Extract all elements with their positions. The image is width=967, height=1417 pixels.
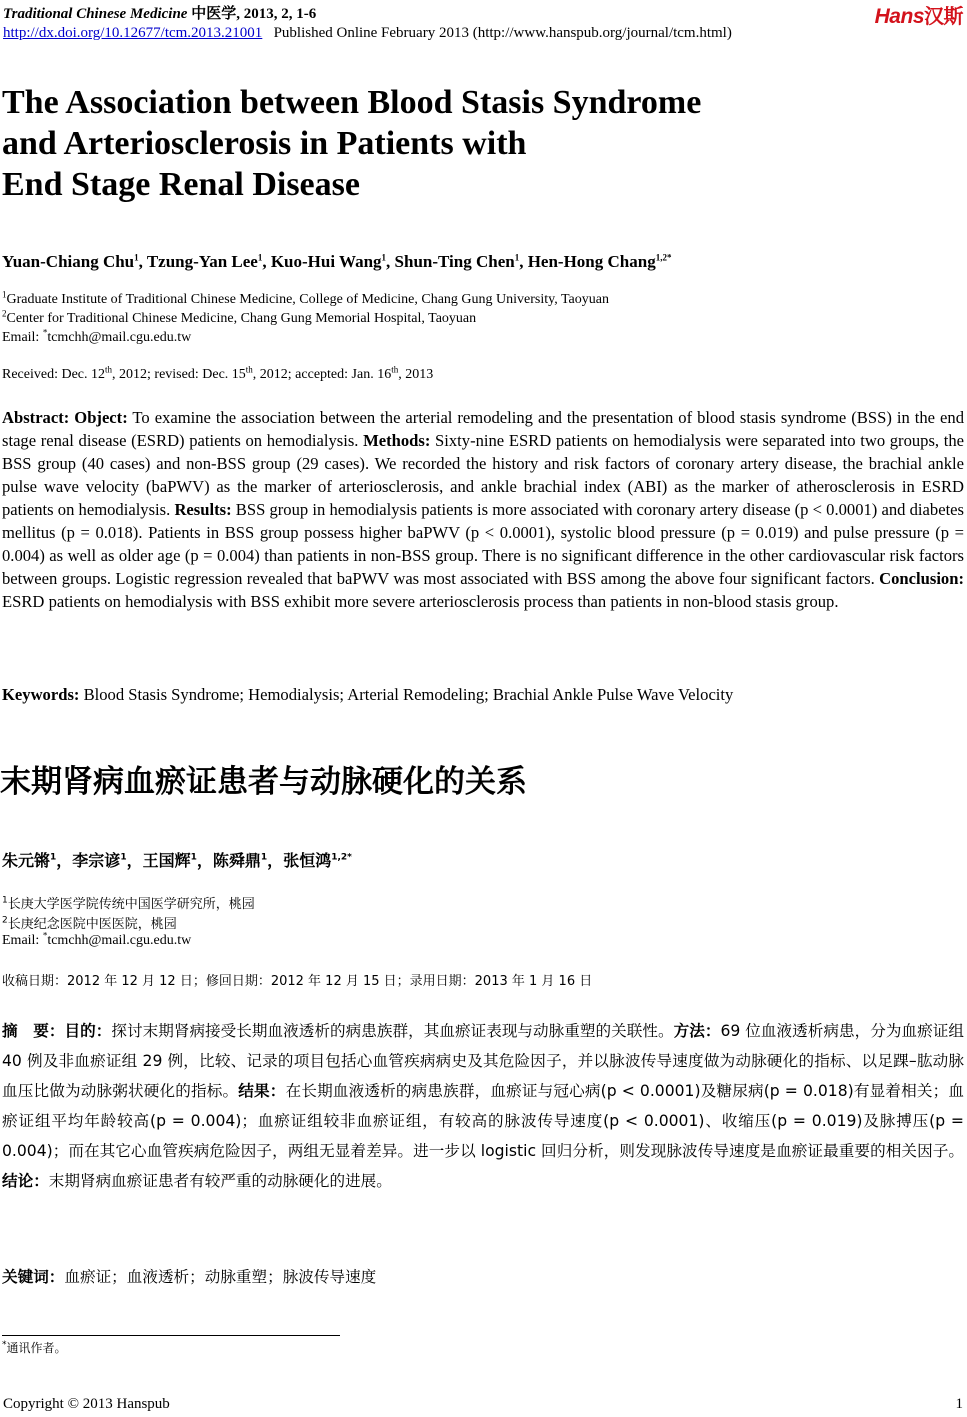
affiliation — [2, 308, 477, 327]
cn-affil-sup: 1 — [2, 895, 8, 906]
cn-results-text: 在长期血液透析的病患族群，血瘀证与冠心病(p < 0.0001)及糖尿病(p = 0.018)有显着相关；血瘀证组平均年龄较高(p = 0.004)；血瘀证组较非血瘀证组，有较高的脉波传导速度(p < 0.0001)、收缩压(p = 0.019)及脉搏压(p = 0.004)；而在其它心血管疾病危险因子，两组无显着差异。进一步以 logistic 回归分析，则发现脉波传导速度是血瘀证最重要的相关因子。 — [2, 1082, 964, 1160]
cn-author-sep: ， — [126, 851, 143, 870]
author-affil-sup: 1 — [514, 252, 520, 263]
results-label: Results: — [174, 500, 232, 519]
cn-affiliation — [2, 893, 255, 912]
cn-author-sep: ， — [267, 851, 284, 870]
paper-title — [2, 82, 902, 205]
cn-keywords-text: 血瘀证；血液透析；动脉重塑；脉波传导速度 — [64, 1268, 377, 1286]
cn-affil-text: 长庚纪念医院中医医院，桃园 — [7, 917, 177, 932]
cn-author-sup: 1,2* — [331, 852, 352, 863]
affil-sup: 1 — [2, 289, 7, 300]
object-text: To examine the association between the arterial remodeling and the presentation of blood stasis syndrome (BSS) in the end stage renal disease (ESRD) patients on hemodialysis. — [2, 408, 964, 450]
email-label: Email: — [2, 330, 43, 345]
journal-issue: 中医学, 2013, 2, 1-6 — [187, 6, 317, 22]
cn-affil-text: 长庚大学医学院传统中国医学研究所，桃园 — [7, 897, 255, 912]
methods-label: Methods: — [363, 431, 431, 450]
email-sup: * — [42, 930, 48, 941]
results-text: BSS group in hemodialysis patients is more associated with coronary artery disease (p < 0.0001) and diabetes mellitus (p = 0.018). Patients in BSS group possess higher baPWV (p < 0.0001), systolic blood pressure (p = 0.019) and pulse pressure (p = 0.004) as well as older age (p = 0.004) than patients in non-BSS group. There is no significant difference in the other cardiovascular risk factors between groups. Logistic regression revealed that baPWV was most associated with BSS among the above four significant factors. — [2, 500, 964, 588]
author-name: Kuo-Hui Wang — [270, 252, 382, 271]
cn-author-sup: 1 — [120, 852, 127, 863]
author-affil-sup: 1 — [381, 252, 387, 263]
conclusion-text: ESRD patients on hemodialysis with BSS exhibit more severe arteriosclerosis process than patients in non-blood stasis group. — [2, 592, 839, 611]
author-affil-sup: 1,2* — [655, 252, 672, 263]
email-label: Email: — [2, 933, 43, 948]
copyright: Copyright © 2013 Hanspub — [3, 1396, 170, 1412]
header-links — [3, 25, 732, 42]
title-line: End Stage Renal Disease — [2, 166, 360, 203]
cn-author-name: 李宗谚 — [72, 851, 121, 870]
doi-link[interactable]: http://dx.doi.org/10.12677/tcm.2013.21001 — [3, 25, 263, 41]
author-sep: , — [386, 252, 395, 271]
email-address[interactable]: tcmchh@mail.cgu.edu.tw — [47, 933, 192, 948]
cn-conclusion-label: 结论： — [2, 1172, 49, 1190]
ordinal-sup: th — [391, 364, 399, 375]
cn-methods-text: 69 位血液透析病患，分为血瘀证组 40 例及非血瘀证组 29 例，比较、记录的项目包括心血管疾病病史及其危险因子，并以脉波传导速度做为动脉硬化的指标、以足踝–肱动脉血压比做为动脉粥状硬化的指标。 — [2, 1022, 964, 1100]
logo-latin: Hans — [874, 5, 924, 28]
footnote-sup: * — [2, 1340, 7, 1350]
author-name: Shun-Ting Chen — [394, 252, 515, 271]
conclusion-label: Conclusion: — [879, 569, 964, 588]
cn-affil-sup: 2 — [2, 915, 8, 926]
received-text: Received: Dec. 12 — [2, 367, 106, 382]
author-name: Yuan-Chiang Chu — [2, 252, 135, 271]
journal-header — [3, 2, 316, 23]
methods-text: Sixty-nine ESRD patients on hemodialysis were separated into two groups, the BSS group (40 cases) and non-BSS group (29 cases). We recorded the history and risk factors of coronary artery disease, the brachial ankle pulse wave velocity (baPWV) as the marker of arteriosclerosis, and ankle brachial index (ABI) as the marker of atherosclerosis in ESRD patients on hemodialysis. — [2, 431, 965, 519]
cn-object-label: 目的： — [64, 1022, 112, 1040]
received-dates — [2, 364, 434, 383]
cn-author-sep: ， — [56, 851, 73, 870]
cn-affiliation — [2, 913, 177, 932]
author-list — [2, 252, 671, 272]
author-name: Tzung-Yan Lee — [146, 252, 258, 271]
cn-author-name: 张恒鸿 — [283, 851, 332, 870]
revised-text: , 2012; revised: Dec. 15 — [112, 367, 246, 382]
title-line: The Association between Blood Stasis Syndrome — [2, 84, 702, 121]
author-affil-sup: 1 — [134, 252, 139, 263]
cn-keywords-label: 关键词： — [2, 1268, 65, 1286]
cn-object-text: 探讨末期肾病接受长期血液透析的病患族群，其血瘀证表现与动脉重塑的关联性。 — [111, 1022, 674, 1040]
cn-paper-title: 末期肾病血瘀证患者与动脉硬化的关系 — [0, 764, 527, 800]
cn-received-dates: 收稿日期：2012 年 12 月 12 日；修回日期：2012 年 12 月 15 日；录用日期：2013 年 1 月 16 日 — [2, 974, 593, 989]
author-sep: , — [138, 252, 147, 271]
abstract — [2, 406, 964, 613]
cn-author-name: 陈舜鼎 — [212, 851, 261, 870]
email-sup: * — [42, 327, 48, 338]
author-name: Hen-Hong Chang — [527, 252, 656, 271]
ordinal-sup: th — [105, 364, 113, 375]
author-sep: , — [262, 252, 271, 271]
year-text: , 2013 — [398, 367, 434, 382]
cn-author-sup: 1 — [50, 852, 57, 863]
cn-methods-label: 方法： — [673, 1022, 721, 1040]
keywords — [2, 685, 733, 705]
title-line: and Arteriosclerosis in Patients with — [2, 125, 527, 162]
published-online: Published Online February 2013 (http://www.hanspub.org/journal/tcm.html) — [273, 25, 732, 41]
abstract-label: Abstract: — [2, 408, 70, 427]
logo-cn: 汉斯 — [924, 6, 963, 28]
cn-author-list — [2, 848, 352, 871]
keywords-label: Keywords: — [2, 685, 80, 704]
footnote-rule — [2, 1335, 340, 1336]
footnote — [2, 1339, 67, 1356]
hans-logo — [875, 0, 963, 29]
accepted-text: , 2012; accepted: Jan. 16 — [252, 367, 392, 382]
cn-results-label: 结果： — [238, 1082, 286, 1100]
journal-name: Traditional Chinese Medicine — [3, 6, 188, 22]
cn-author-sup: 1 — [260, 852, 268, 863]
cn-abstract-label: 摘 要： — [2, 1022, 65, 1040]
cn-author-name: 朱元锵 — [2, 851, 51, 870]
author-affil-sup: 1 — [257, 252, 263, 263]
affiliation — [2, 289, 609, 308]
cn-abstract — [2, 1016, 964, 1196]
ordinal-sup: th — [245, 364, 253, 375]
cn-conclusion-text: 末期肾病血瘀证患者有较严重的动脉硬化的进展。 — [48, 1172, 392, 1190]
author-sep: , — [519, 252, 528, 271]
affil-text: Center for Traditional Chinese Medicine, Chang Gung Memorial Hospital, Taoyuan — [6, 311, 477, 326]
cn-author-name: 王国辉 — [142, 851, 191, 870]
cn-keywords — [2, 1265, 376, 1287]
cn-author-sep: ， — [196, 851, 213, 870]
email-line — [2, 327, 192, 346]
object-label: Object: — [74, 408, 128, 427]
cn-email-line — [2, 930, 192, 949]
affil-text: Graduate Institute of Traditional Chinese Medicine, College of Medicine, Chang Gung University, Taoyuan — [6, 292, 609, 307]
footnote-text: 通讯作者。 — [6, 1341, 67, 1355]
page-number: 1 — [955, 1396, 963, 1412]
affil-sup: 2 — [2, 308, 7, 319]
email-address[interactable]: tcmchh@mail.cgu.edu.tw — [47, 330, 192, 345]
cn-author-sup: 1 — [190, 852, 197, 863]
keywords-text: Blood Stasis Syndrome; Hemodialysis; Arterial Remodeling; Brachial Ankle Pulse Wave Velocity — [79, 685, 734, 704]
